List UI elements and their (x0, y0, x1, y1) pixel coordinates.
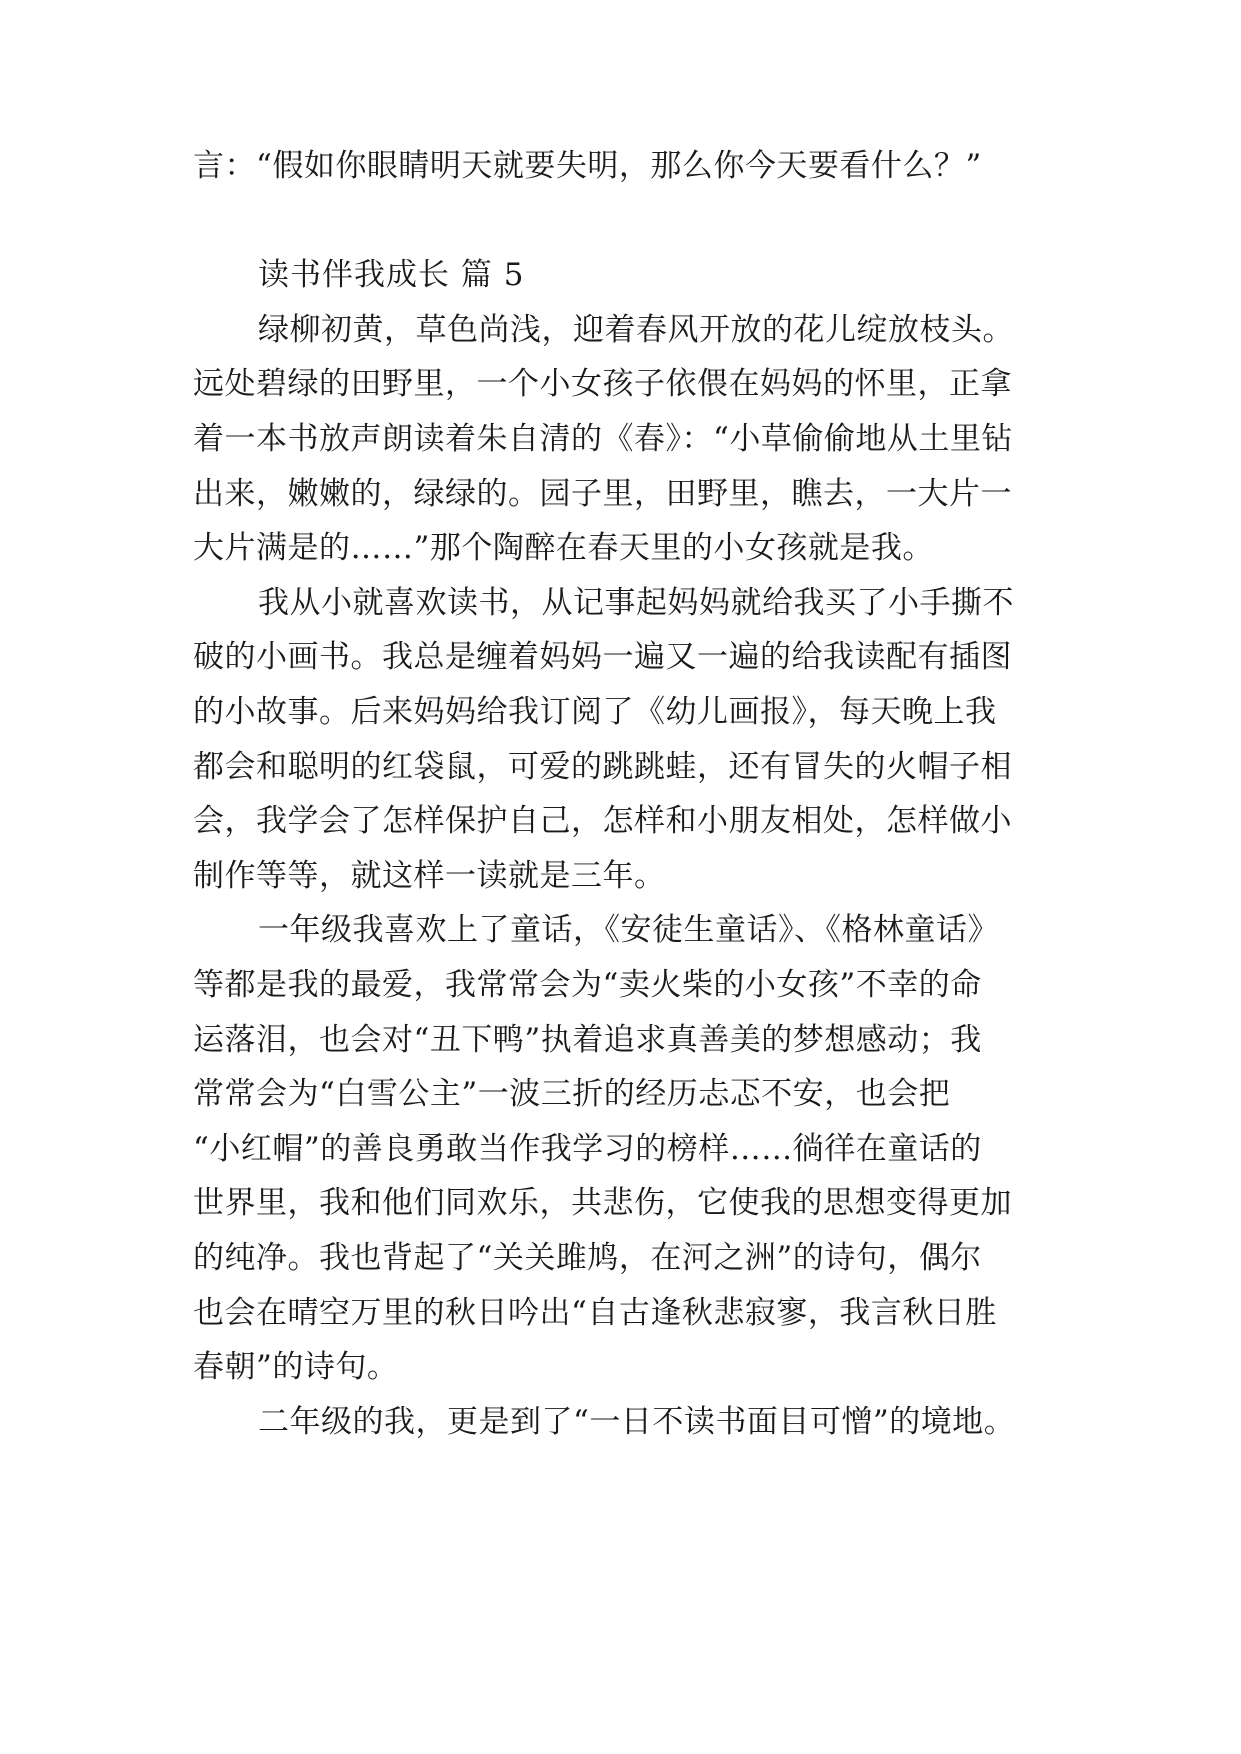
paragraph-line: 我从小就喜欢读书，从记事起妈妈就给我买了小手撕不 (258, 585, 1014, 621)
paragraph-line: 制作等等，就这样一读就是三年。 (193, 858, 666, 894)
paragraph-line: 运落泪，也会对“丑下鸭”执着追求真善美的梦想感动；我 (193, 1022, 982, 1058)
paragraph-line: 都会和聪明的红袋鼠，可爱的跳跳蛙，还有冒失的火帽子相 (193, 749, 1012, 785)
paragraph-line: 远处碧绿的田野里，一个小女孩子依偎在妈妈的怀里，正拿 (193, 366, 1012, 402)
paragraph-line: 大片满是的……”那个陶醉在春天里的小女孩就是我。 (193, 530, 934, 566)
paragraph-line: 的小故事。后来妈妈给我订阅了《幼儿画报》，每天晚上我 (193, 694, 997, 730)
paragraph-line: 破的小画书。我总是缠着妈妈一遍又一遍的给我读配有插图 (193, 639, 1012, 675)
paragraph-line: 的纯净。我也背起了“关关雎鸠，在河之洲”的诗句，偶尔 (193, 1240, 982, 1276)
section-heading: 读书伴我成长 篇 5 (258, 257, 525, 293)
paragraph-line: 二年级的我，更是到了“一日不读书面目可憎”的境地。 (258, 1404, 1016, 1440)
paragraph-line: 常常会为“白雪公主”一波三折的经历忐忑不安，也会把 (193, 1076, 951, 1112)
paragraph-line: “小红帽”的善良勇敢当作我学习的榜样……徜徉在童话的 (193, 1131, 982, 1167)
paragraph-line: 也会在晴空万里的秋日吟出“自古逢秋悲寂寥，我言秋日胜 (193, 1295, 997, 1331)
paragraph-line: 春朝”的诗句。 (193, 1349, 399, 1385)
paragraph-line: 绿柳初黄，草色尚浅，迎着春风开放的花儿绽放枝头。 (258, 312, 1014, 348)
paragraph-line: 着一本书放声朗读着朱自清的《春》：“小草偷偷地从土里钻 (193, 421, 1013, 457)
paragraph-line: 出来，嫩嫩的，绿绿的。园子里，田野里，瞧去，一大片一 (193, 476, 1012, 512)
paragraph-line: 一年级我喜欢上了童话，《安徒生童话》、《格林童话》 (258, 912, 999, 948)
paragraph-line: 会，我学会了怎样保护自己，怎样和小朋友相处，怎样做小 (193, 803, 1012, 839)
text-line: 言：“假如你眼睛明天就要失明，那么你今天要看什么？” (193, 148, 982, 184)
paragraph-line: 等都是我的最爱，我常常会为“卖火柴的小女孩”不幸的命 (193, 967, 982, 1003)
paragraph-line: 世界里，我和他们同欢乐，共悲伤，它使我的思想变得更加 (193, 1185, 1012, 1221)
